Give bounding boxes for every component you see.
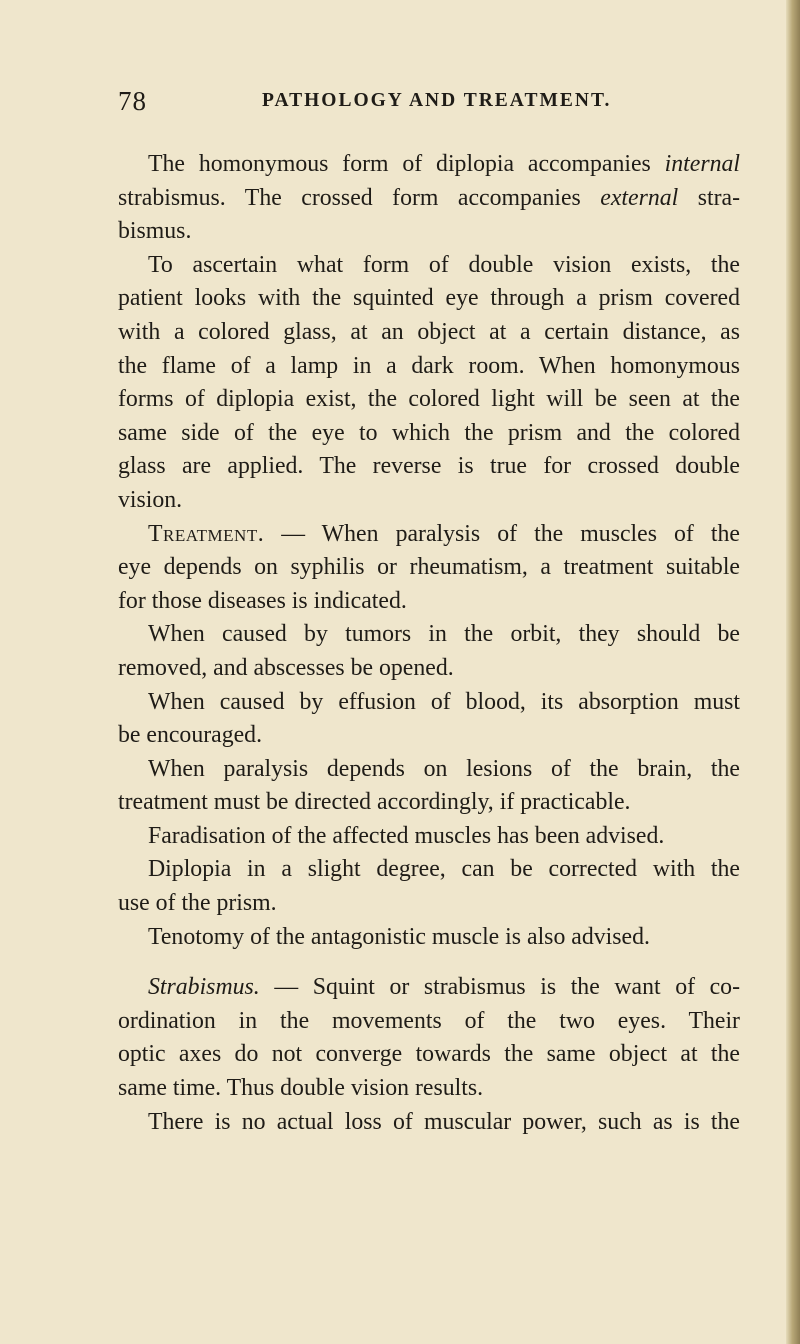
text-run: same time. Thus double vision results. bbox=[118, 1075, 484, 1102]
text-run: with a colored glass, at an object at a certain distance, as bbox=[118, 318, 740, 345]
emphasis-text: Strabismus. bbox=[148, 974, 260, 1001]
text-line bbox=[118, 618, 740, 652]
text-run: ordination in the movements of the two eyes. Their bbox=[118, 1007, 740, 1034]
text-line bbox=[118, 182, 740, 216]
text-line bbox=[118, 282, 740, 316]
body-text bbox=[118, 148, 740, 1139]
text-line bbox=[118, 450, 740, 484]
text-run: glass are applied. The reverse is true for crossed double bbox=[118, 453, 740, 480]
text-line bbox=[118, 753, 740, 787]
text-line bbox=[118, 820, 740, 854]
text-run: patient looks with the squinted eye through a prism covered bbox=[118, 285, 740, 312]
text-run: When caused by effusion of blood, its absorption must bbox=[148, 688, 740, 715]
emphasis-text: internal bbox=[664, 151, 740, 177]
text-line bbox=[118, 887, 740, 921]
text-run: When caused by tumors in the orbit, they should be bbox=[148, 621, 740, 648]
text-line bbox=[118, 686, 740, 720]
text-run: be encouraged. bbox=[118, 722, 263, 749]
text-run: same side of the eye to which the prism and the colored bbox=[118, 419, 740, 446]
page-header bbox=[0, 86, 800, 120]
text-run: stra- bbox=[678, 184, 741, 211]
text-run: When paralysis depends on lesions of the brain, the bbox=[148, 755, 740, 782]
section-heading: Treatment. bbox=[148, 520, 265, 547]
text-run: There is no actual loss of muscular power, such as is the bbox=[148, 1108, 740, 1135]
text-run: eye depends on syphilis or rheumatism, a treatment suitable bbox=[118, 554, 740, 581]
text-line bbox=[118, 383, 740, 417]
text-line bbox=[118, 719, 740, 753]
text-run: To ascertain what form of double vision exists, the bbox=[148, 251, 740, 278]
text-run: — Squint or strabismus is the want of co- bbox=[259, 974, 740, 1001]
page-edge-shadow bbox=[786, 0, 800, 1344]
page-number: 78 bbox=[118, 86, 147, 116]
text-line bbox=[118, 1072, 740, 1106]
text-line bbox=[118, 316, 740, 350]
emphasis-text: external bbox=[600, 184, 679, 211]
text-run: use of the prism. bbox=[118, 890, 277, 917]
text-run: bismus. bbox=[118, 218, 192, 245]
running-title: PATHOLOGY AND TREATMENT. bbox=[262, 90, 612, 111]
text-run: the flame of a lamp in a dark room. When homonymous bbox=[118, 352, 740, 379]
text-run: for those diseases is indicated. bbox=[118, 587, 407, 614]
text-line bbox=[118, 1038, 740, 1072]
text-line bbox=[118, 484, 740, 518]
text-run: — When paralysis of the muscles of the bbox=[264, 520, 740, 547]
text-line bbox=[118, 853, 740, 887]
text-line bbox=[118, 1106, 740, 1140]
text-run: strabismus. The crossed form accompanies bbox=[118, 184, 601, 211]
text-run: Diplopia in a slight degree, can be corrected with the bbox=[148, 856, 740, 883]
text-run: Tenotomy of the antagonistic muscle is also advised. bbox=[148, 923, 650, 950]
text-line bbox=[118, 585, 740, 619]
text-line bbox=[118, 551, 740, 585]
text-line bbox=[118, 921, 740, 955]
text-line bbox=[118, 1005, 740, 1039]
text-run: optic axes do not converge towards the same object at the bbox=[118, 1041, 740, 1068]
text-run: forms of diplopia exist, the colored light will be seen at the bbox=[118, 386, 740, 413]
text-line bbox=[118, 786, 740, 820]
text-line bbox=[118, 652, 740, 686]
text-run: vision. bbox=[118, 486, 183, 513]
text-line bbox=[118, 249, 740, 283]
text-run: The homonymous form of diplopia accompanies bbox=[148, 151, 665, 177]
text-line bbox=[118, 148, 740, 182]
text-line bbox=[118, 971, 740, 1005]
text-line bbox=[118, 215, 740, 249]
text-line bbox=[118, 518, 740, 552]
text-line bbox=[118, 417, 740, 451]
text-run: Faradisation of the affected muscles has been advised. bbox=[148, 822, 665, 849]
text-run: removed, and abscesses be opened. bbox=[118, 654, 454, 681]
text-line bbox=[118, 350, 740, 384]
text-run: treatment must be directed accordingly, if practicable. bbox=[118, 789, 631, 816]
